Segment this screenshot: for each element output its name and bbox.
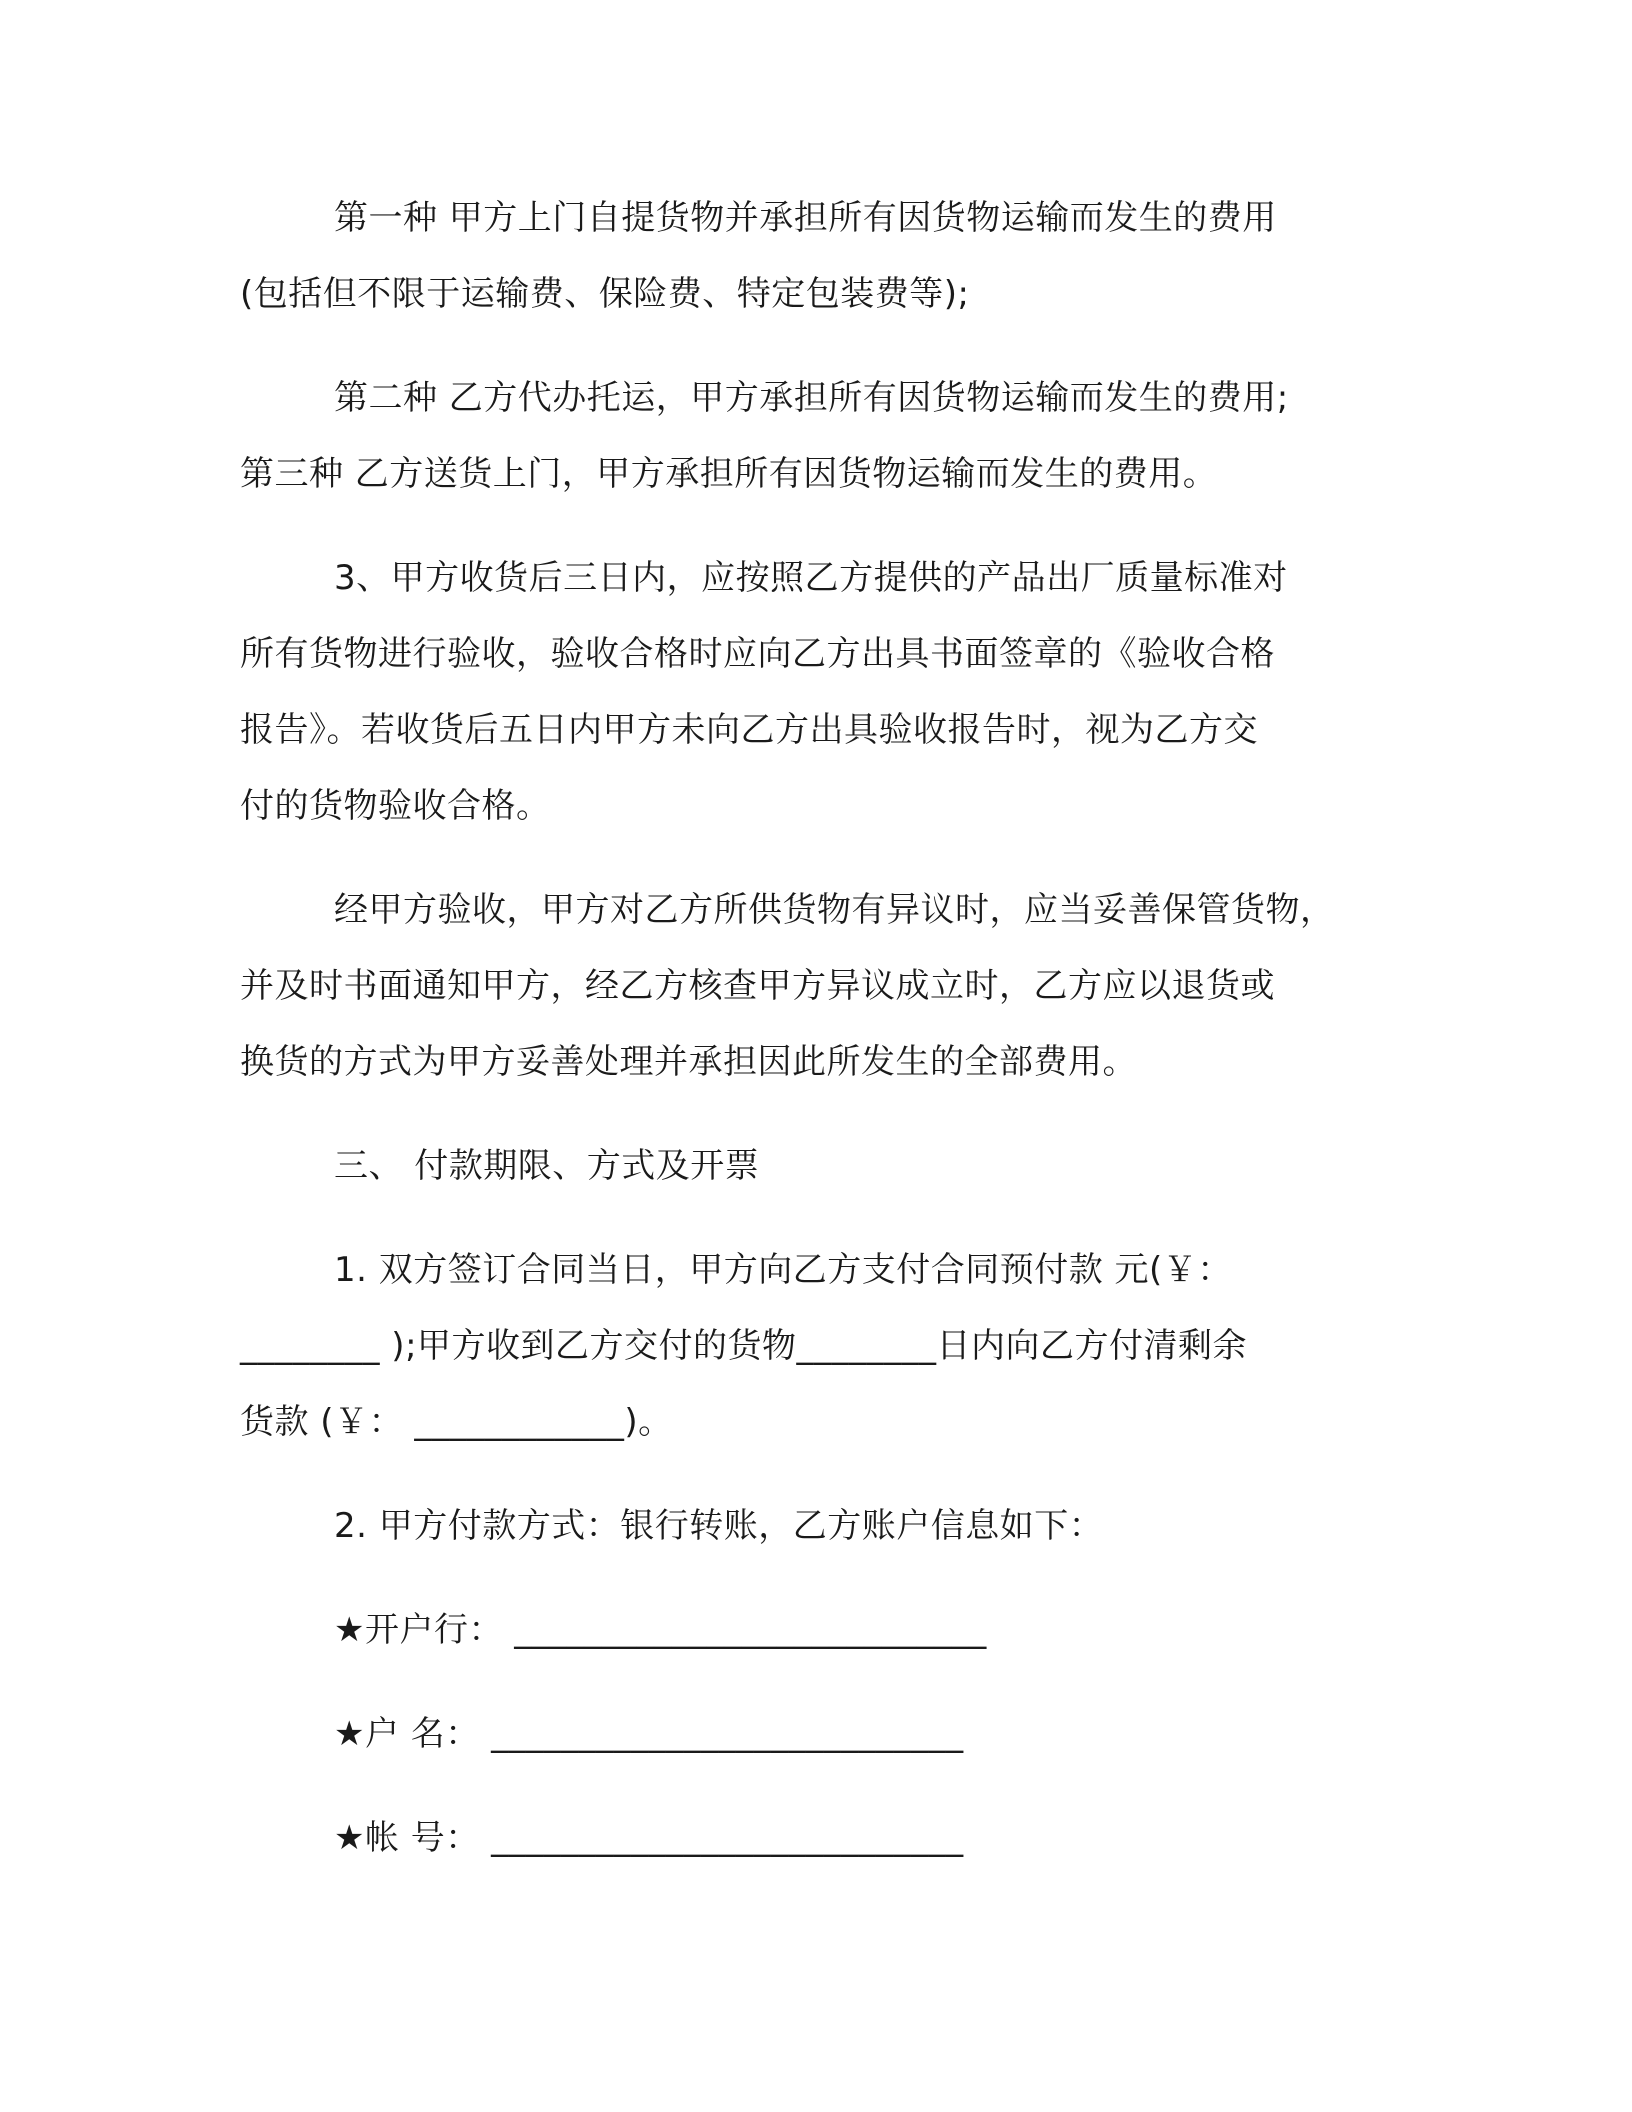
paragraph-line-clause-3-cont1: 所有货物进行验收，验收合格时应向乙方出具书面签章的《验收合格 bbox=[240, 634, 1275, 674]
paragraph-line-payment-2: 2. 甲方付款方式：银行转账，乙方账户信息如下： bbox=[334, 1506, 1104, 1546]
paragraph-line-option-2: 第二种 乙方代办托运，甲方承担所有因货物运输而发生的费用; bbox=[334, 378, 1289, 418]
paragraph-line-payment-1-cont1: ________ );甲方收到乙方交付的货物________日内向乙方付清剩余 bbox=[240, 1326, 1248, 1366]
paragraph-line-option-1-cont: (包括但不限于运输费、保险费、特定包装费等); bbox=[240, 274, 970, 314]
paragraph-line-objection-cont2: 换货的方式为甲方妥善处理并承担因此所发生的全部费用。 bbox=[240, 1042, 1137, 1082]
paragraph-line-payment-1-cont2: 货款 (￥： ____________)。 bbox=[240, 1402, 673, 1442]
paragraph-line-clause-3: 3、甲方收货后三日内，应按照乙方提供的产品出厂质量标准对 bbox=[334, 558, 1288, 598]
account-bank-field: ★开户行： ___________________________ bbox=[334, 1610, 987, 1650]
paragraph-line-option-1: 第一种 甲方上门自提货物并承担所有因货物运输而发生的费用 bbox=[334, 198, 1277, 238]
section-heading-payment: 三、 付款期限、方式及开票 bbox=[334, 1146, 760, 1186]
paragraph-line-clause-3-cont2: 报告》。若收货后五日内甲方未向乙方出具验收报告时，视为乙方交 bbox=[240, 710, 1258, 750]
account-number-field: ★帐 号： ___________________________ bbox=[334, 1818, 964, 1858]
paragraph-line-clause-3-cont3: 付的货物验收合格。 bbox=[240, 786, 551, 826]
paragraph-line-objection: 经甲方验收，甲方对乙方所供货物有异议时，应当妥善保管货物， bbox=[334, 890, 1335, 930]
paragraph-line-option-3: 第三种 乙方送货上门，甲方承担所有因货物运输而发生的费用。 bbox=[240, 454, 1218, 494]
paragraph-line-objection-cont1: 并及时书面通知甲方，经乙方核查甲方异议成立时，乙方应以退货或 bbox=[240, 966, 1275, 1006]
account-name-field: ★户 名： ___________________________ bbox=[334, 1714, 964, 1754]
paragraph-line-payment-1: 1. 双方签订合同当日，甲方向乙方支付合同预付款 元(￥： bbox=[334, 1250, 1232, 1290]
